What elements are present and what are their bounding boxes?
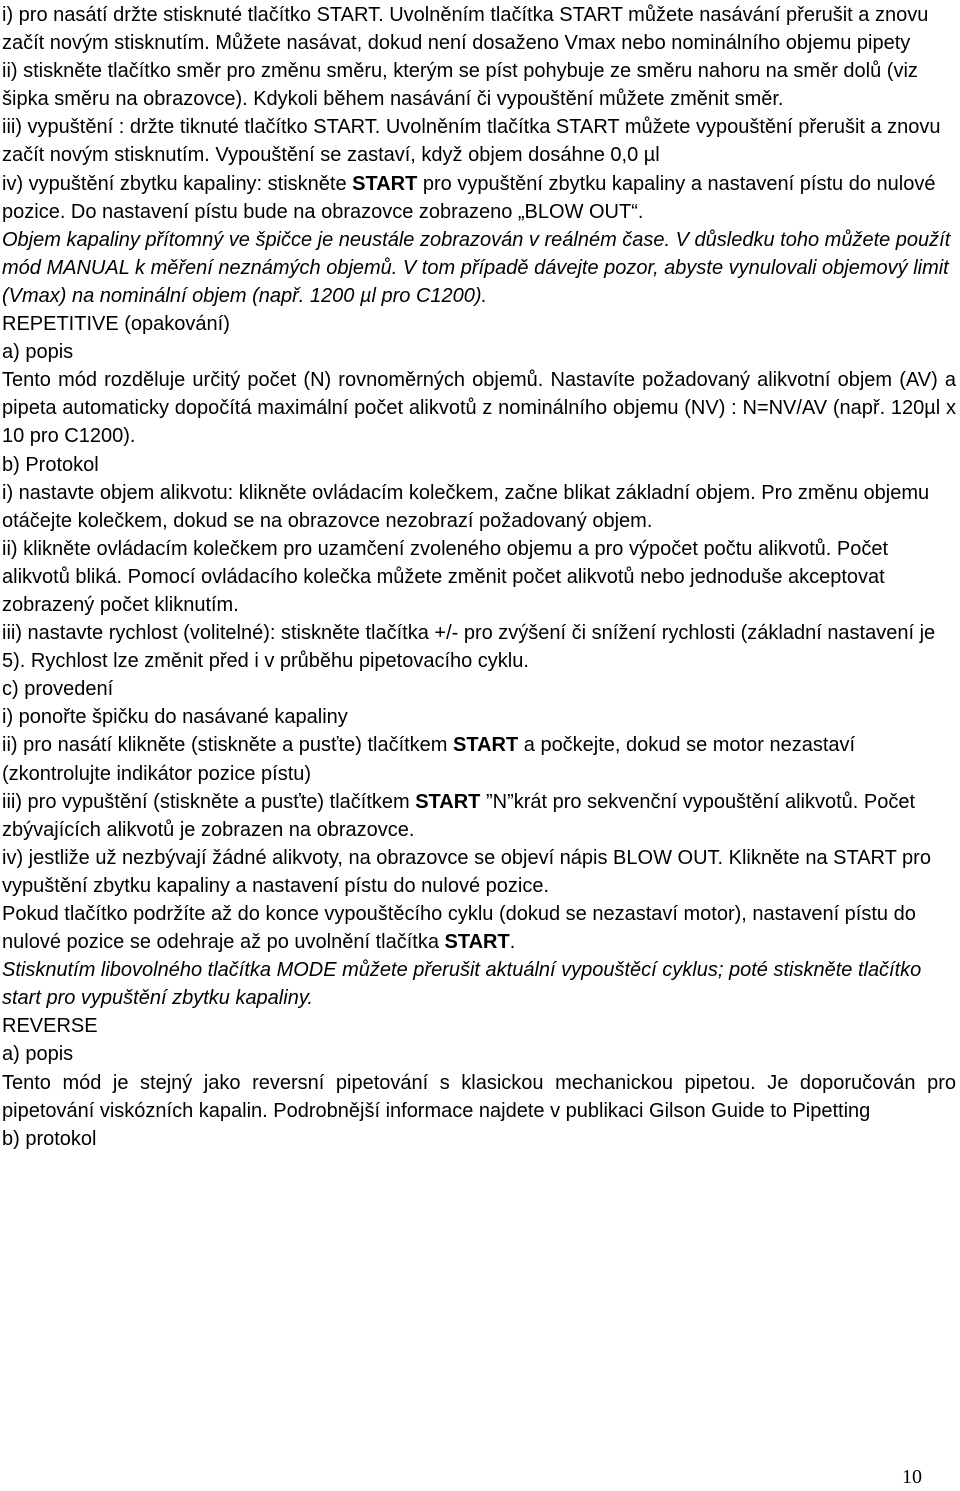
provedeni-step-3-text-end: ”N”krát pro sekvenční vypouštění alikvotů. Počet zbývajících alikvotů je zobrazen na obrazovce. — [2, 790, 916, 841]
manual-step-3: iii) vypuštění : držte tiknuté tlačítko START. Uvolněním tlačítka START můžete vypouštění přerušit a znovu začít novým stisknutím. Vypouštění se zastaví, když objem dosáhne 0,0 µl — [2, 116, 941, 167]
provedeni-step-3-text: iii) pro vypuštění (stiskněte a pusťte) tlačítkem — [2, 790, 416, 813]
provedeni-step-2-text-end: a počkejte, dokud se motor nezastaví (zkontrolujte indikátor pozice pístu) — [2, 734, 856, 785]
page-number: 10 — [902, 1466, 922, 1488]
provedeni-note-end: . — [509, 931, 516, 954]
reverse-protokol-heading: b) protokol — [2, 1127, 97, 1150]
repetitive-provedeni-heading: c) provedení — [2, 678, 114, 701]
manual-note: Objem kapaliny přítomný ve špičce je neustále zobrazován v reálném čase. V důsledku toho můžete použít mód MANUAL k měření neznámých objemů. V tom případě dávejte pozor, abyste vynulovali objemový limit (Vmax) na nominální objem (např. 1200 µl pro C1200). — [2, 228, 951, 307]
start-keyword: START — [352, 172, 418, 195]
repetitive-provedeni-step-1: i) ponořte špičku do nasávané kapaliny — [2, 706, 348, 729]
start-keyword: START — [444, 931, 510, 954]
repetitive-provedeni-step-2 — [2, 731, 956, 787]
repetitive-provedeni-step-3 — [2, 788, 956, 844]
repetitive-protokol-step-2: ii) klikněte ovládacím kolečkem pro uzamčení zvoleného objemu a pro výpočet počtu alikvotů. Počet alikvotů bliká. Pomocí ovládacího kolečka můžete změnit počet alikvotů nebo jednoduše akceptovat zobrazený počet kliknutím. — [2, 537, 889, 616]
repetitive-protokol-step-3: iii) nastavte rychlost (volitelné): stiskněte tlačítka +/- pro zvýšení či snížení rychlosti (základní nastavení je 5). Rychlost lze změnit před i v průběhu pipetovacího cyklu. — [2, 622, 936, 673]
manual-step-2: ii) stiskněte tlačítko směr pro změnu směru, kterým se píst pohybuje ze směru nahoru na směr dolů (viz šipka směru na obrazovce). Kdykoli během nasávání či vypouštění můžete změnit směr. — [2, 60, 918, 111]
repetitive-protokol-step-1: i) nastavte objem alikvotu: klikněte ovládacím kolečkem, začne blikat základní objem. Pro změnu objemu otáčejte kolečkem, dokud se na obrazovce nezobrazí požadovaný objem. — [2, 481, 930, 532]
manual-step-1: i) pro nasátí držte stisknuté tlačítko START. Uvolněním tlačítka START můžete nasávání přerušit a znovu začít novým stisknutím. Můžete nasávat, dokud není dosaženo Vmax nebo nominálního objemu pipety — [2, 4, 929, 55]
manual-step-4 — [2, 170, 956, 226]
repetitive-provedeni-step-4: iv) jestliže už nezbývají žádné alikvoty, na obrazovce se objeví nápis BLOW OUT. Klikněte na START pro vypuštění zbytku kapaliny a nastavení pístu do nulové pozice. — [2, 846, 931, 897]
reverse-heading: REVERSE — [2, 1015, 98, 1038]
provedeni-step-2-text: ii) pro nasátí klikněte (stiskněte a pusťte) tlačítkem — [2, 734, 454, 757]
start-keyword: START — [415, 790, 481, 813]
document-body — [2, 1, 956, 1153]
manual-step-4-text-end: pro vypuštění zbytku kapaliny a nastavení pístu do nulové pozice. Do nastavení pístu bude na obrazovce zobrazeno „BLOW OUT“. — [2, 172, 936, 223]
manual-step-4-text: iv) vypuštění zbytku kapaliny: stiskněte — [2, 172, 353, 195]
repetitive-popis-heading: a) popis — [2, 341, 74, 364]
provedeni-note-text: Pokud tlačítko podržíte až do konce vypouštěcího cyklu (dokud se nezastaví motor), nastavení pístu do nulové pozice se odehraje až po uvolnění tlačítka — [2, 903, 916, 954]
repetitive-popis-text: Tento mód rozděluje určitý počet (N) rovnoměrných objemů. Nastavíte požadovaný alikvotní objem (AV) a pipeta automaticky dopočítá maximální počet alikvotů z nominálního objemu (NV) : N=NV/AV (např. 120µl x 10 pro C1200). — [2, 369, 956, 448]
repetitive-protokol-heading: b) Protokol — [2, 453, 99, 476]
repetitive-heading: REPETITIVE (opakování) — [2, 313, 230, 336]
repetitive-provedeni-note — [2, 900, 956, 956]
repetitive-provedeni-mode-note: Stisknutím libovolného tlačítka MODE můžete přerušit aktuální vypouštěcí cyklus; poté stiskněte tlačítko start pro vypuštění zbytku kapaliny. — [2, 959, 922, 1010]
start-keyword: START — [453, 734, 519, 757]
reverse-popis-text: Tento mód je stejný jako reversní pipetování s klasickou mechanickou pipetou. Je doporučován pro pipetování viskózních kapalin. Podrobnější informace najdete v publikaci Gilson Guide to Pipetting — [2, 1071, 956, 1122]
reverse-popis-heading: a) popis — [2, 1043, 74, 1066]
